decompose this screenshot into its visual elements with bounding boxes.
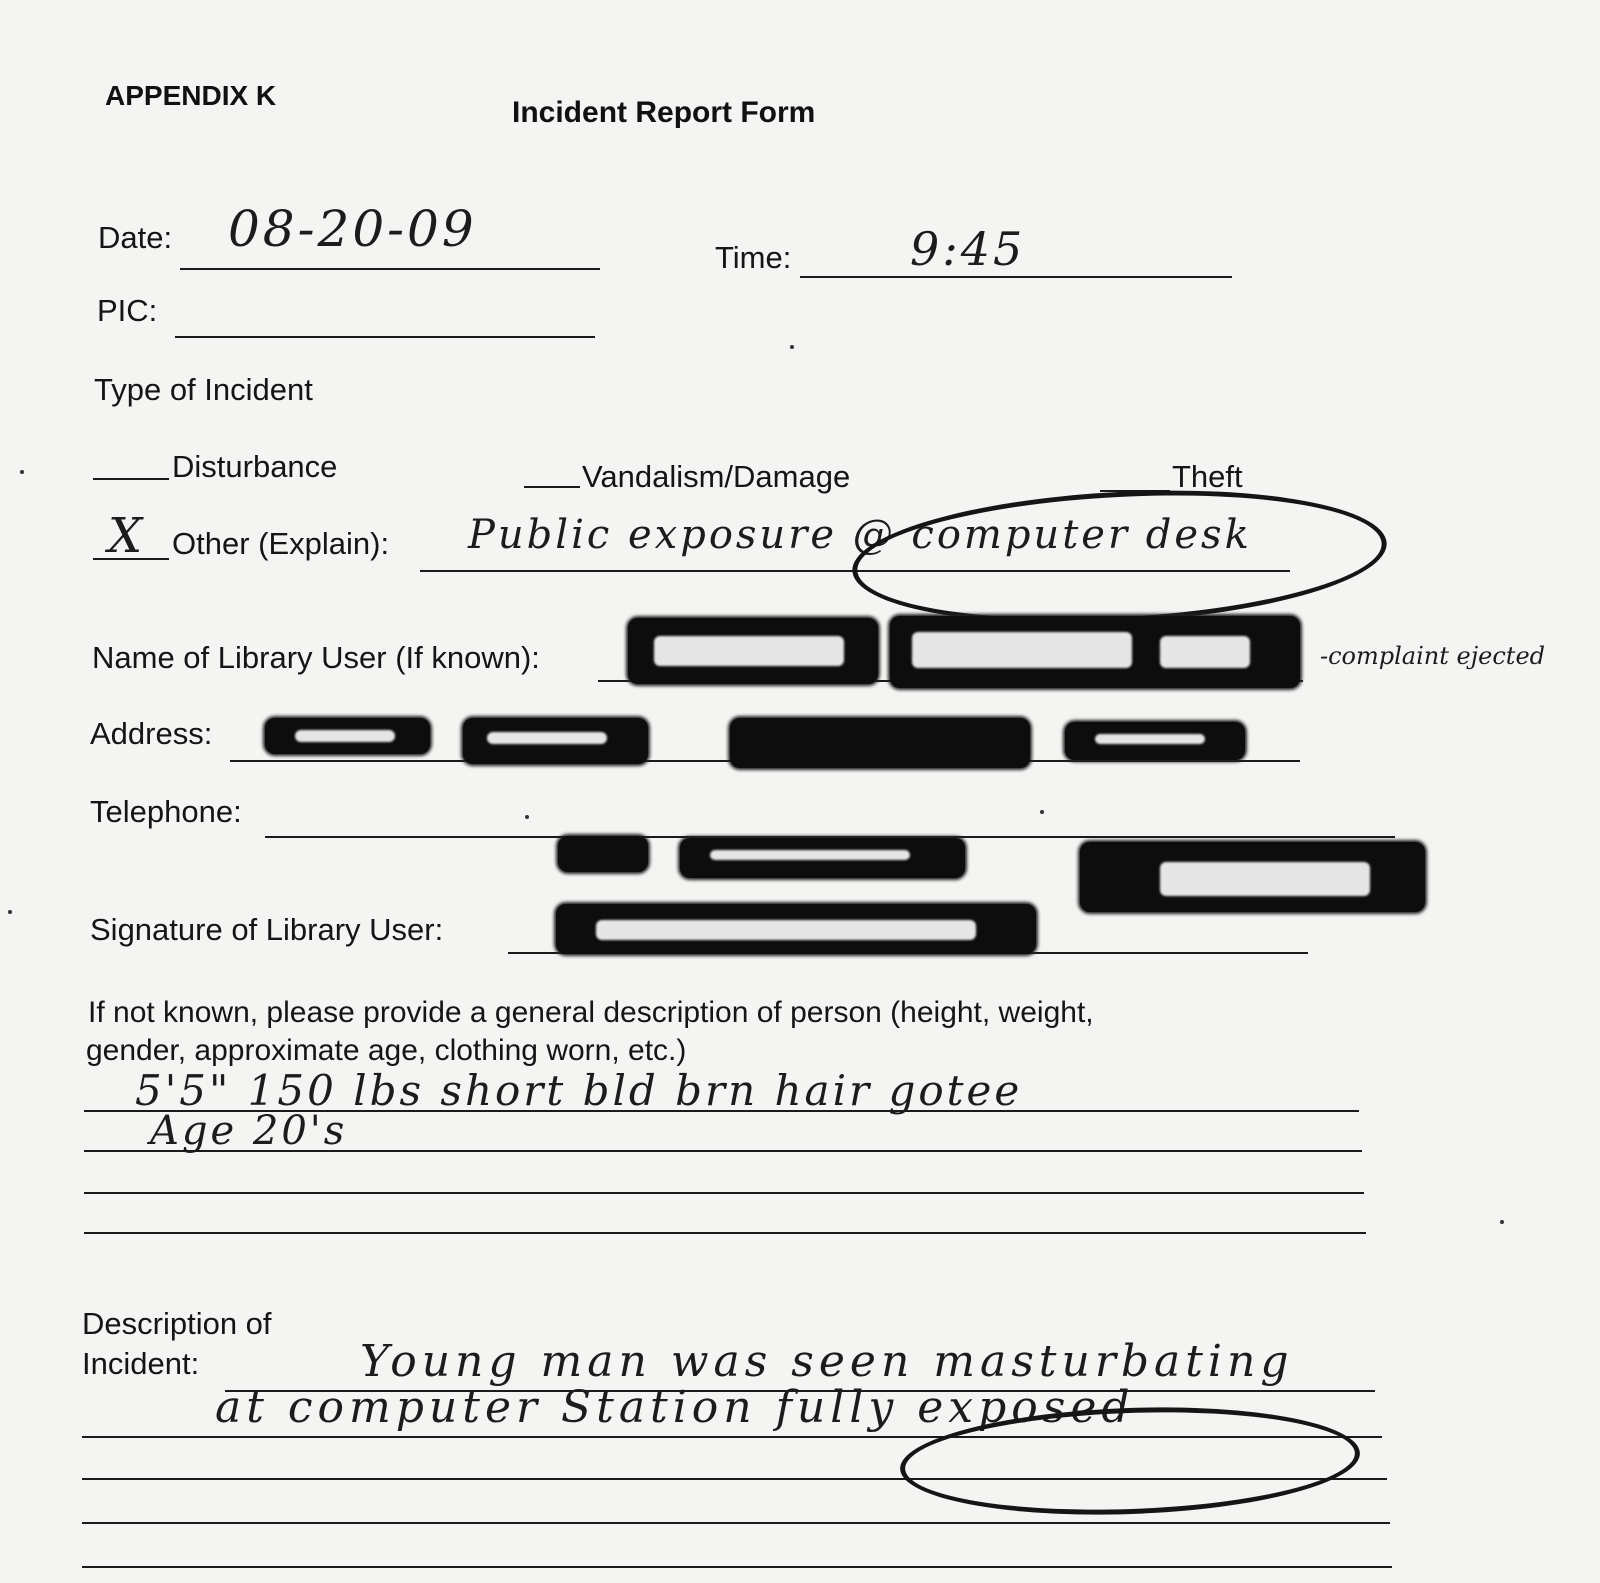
person-description-text: 5'5" 150 lbs short bld brn hair gotee [135,1066,1023,1115]
time-label: Time: [715,240,792,275]
person-age-text: Age 20's [150,1108,348,1154]
theft-label: Theft [1172,459,1243,494]
other-checkmark: X [108,508,146,564]
scan-speck [1500,1220,1504,1224]
redaction-block [1065,722,1245,760]
pic-line [175,336,595,338]
date-label: Date: [98,220,173,255]
redaction-block [890,616,1300,688]
date-line [180,268,600,270]
ink-circle [849,478,1390,636]
redaction-block [680,838,965,878]
person-description-line [84,1232,1366,1234]
disturbance-blank [93,478,169,480]
incident-label-line-1: Description of [82,1306,272,1341]
person-description-line [84,1192,1364,1194]
form-title: Incident Report Form [512,96,816,129]
name-note: -complaint ejected [1320,642,1546,670]
scan-speck [8,910,12,914]
date-value: 08-20-09 [228,200,477,258]
address-label: Address: [90,716,213,751]
signature-label: Signature of Library User: [90,912,444,947]
redaction-block [556,904,1036,954]
name-label: Name of Library User (If known): [92,640,540,675]
scan-speck [525,815,529,819]
scan-speck [1040,810,1044,814]
redaction-block [558,836,648,872]
redaction-block [1080,842,1425,912]
scan-speck [790,345,794,349]
incident-description-text-2: at computer Station fully exposed [215,1382,1135,1433]
telephone-label: Telephone: [90,794,242,829]
other-explanation: Public exposure @ computer desk [468,512,1252,558]
description-prompt-line-2: gender, approximate age, clothing worn, etc.) [86,1034,687,1067]
appendix-label: APPENDIX K [105,80,277,111]
redaction-block [628,618,878,684]
time-value: 9:45 [910,222,1026,276]
incident-description-line [82,1566,1392,1568]
other-label: Other (Explain): [172,526,390,561]
pic-label: PIC: [97,293,158,328]
description-prompt-line-1: If not known, please provide a general description of person (height, weight, [88,996,1094,1029]
vandalism-blank [524,486,580,488]
vandalism-label: Vandalism/Damage [582,459,851,494]
incident-description-line [82,1522,1390,1524]
type-of-incident-heading: Type of Incident [94,372,313,407]
time-line [800,276,1232,278]
redaction-block [463,718,648,764]
incident-description-text-1: Young man was seen masturbating [360,1336,1294,1387]
disturbance-label: Disturbance [172,449,338,484]
redaction-block [265,718,430,754]
redaction-block [730,718,1030,768]
scan-speck [20,470,24,474]
incident-label-line-2: Incident: [82,1346,200,1381]
